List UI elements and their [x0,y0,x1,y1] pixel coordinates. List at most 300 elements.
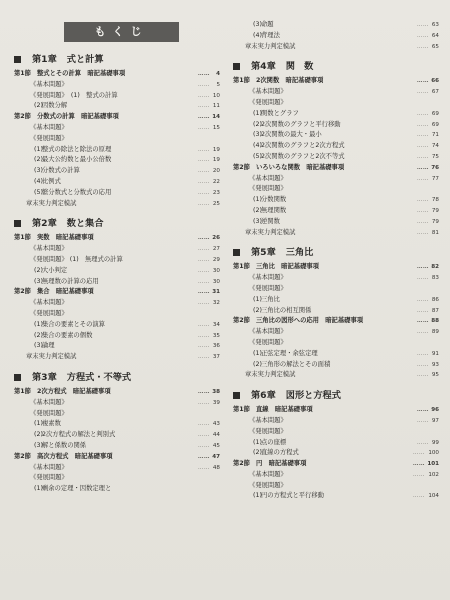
entry-number: (3) [34,277,43,285]
leader-dots: …… [197,81,210,88]
page-number: 19 [212,157,220,164]
entry-number: (2) [34,156,43,164]
leader-dots: …… [197,114,210,121]
entry-label: 正弦定理・余弦定理 [261,349,318,357]
leader-dots: …… [197,432,210,439]
section-label: 実数 暗記基礎事項 [36,234,94,242]
entry-number: (2) [34,266,43,274]
section-entry [233,76,445,87]
section-number: 第1節 [233,77,250,85]
leader-dots: …… [197,278,210,285]
section-entry [233,459,445,470]
page-number: 69 [431,121,439,128]
leader-dots: …… [197,71,210,77]
section-number: 第1節 [233,263,250,271]
page-number: 4 [216,71,220,77]
toc-entry [14,145,226,156]
entry-label: 《基本問題》 [30,299,68,307]
entry-label: 円の方程式と平行移動 [261,492,324,500]
toc-entry [14,155,226,166]
page-number: 44 [212,432,220,439]
section-label: 分数式の計算 暗記基礎事項 [36,113,119,121]
chapter-bullet-icon [14,374,21,381]
leader-dots: …… [416,407,429,414]
page-number: 20 [212,168,220,175]
leader-dots: …… [416,164,429,171]
page-number: 99 [431,439,439,446]
page-number: 71 [431,132,439,139]
page-number: 37 [212,354,220,361]
entry-label: 2次関数の最大・最小 [261,131,322,139]
page-number: 22 [212,178,220,185]
page-number: 74 [431,143,439,150]
section-title [233,262,319,273]
page-number: 79 [431,218,439,225]
entry-label: 《基本問題》 [249,274,287,282]
leader-dots: …… [197,157,210,164]
entry-number: (2) [253,449,262,457]
toc-entry [14,277,226,288]
page-number: 77 [431,175,439,182]
entry-label: 剰余の定理・因数定理と [42,485,112,493]
leader-dots: …… [416,207,429,214]
entry-number: (4) [253,31,262,39]
page-number: 104 [428,493,439,500]
chapter-title [32,368,131,387]
leader-dots: …… [416,89,429,96]
chapter-number: 第5章 [251,247,276,259]
chapter-heading [14,50,226,69]
leader-dots: …… [197,189,210,196]
entry-number: (4) [34,177,43,185]
section-title [14,287,94,298]
page-number: 65 [431,43,439,50]
chapter-number: 第2章 [32,218,57,230]
toc-entry [14,298,226,309]
entry-number: (2) [253,306,262,314]
toc-entry [233,130,445,141]
entry-label: 直線の方程式 [261,449,299,457]
chapter-heading [233,386,445,405]
toc-entry [233,491,445,502]
entry-label: 2次方程式の解法と判別式 [42,431,116,439]
page-number: 45 [212,442,220,449]
leader-dots: …… [412,450,425,457]
entry-label: 章末実力判定模試 [245,228,296,236]
toc-entry [233,470,445,481]
leader-dots: …… [197,442,210,449]
page-number: 39 [212,399,220,406]
page-number: 87 [431,307,439,314]
chapter-number: 第4章 [251,61,276,73]
toc-entry [233,152,445,163]
entry-number: (1) [253,196,262,204]
toc-entry [233,416,445,427]
section-entry [14,112,226,123]
leader-dots: …… [197,399,210,406]
section-number: 第2節 [14,288,31,296]
section-label: 直線 暗記基礎事項 [255,406,313,414]
entry-label: 分数関数 [261,196,287,204]
leader-dots: …… [197,267,210,274]
leader-dots: …… [197,235,210,242]
toc-entry [14,177,226,188]
entry-label: 三角形の解法とその面積 [261,360,331,368]
section-label: 三角比の図形への応用 暗記基礎事項 [255,317,364,325]
section-label: 円 暗記基礎事項 [255,460,307,468]
page-number: 26 [212,235,220,242]
leader-dots: …… [416,175,429,182]
toc-entry [14,123,226,134]
section-label: 整式とその計算 暗記基礎事項 [36,70,126,77]
entry-label: 関数とグラフ [261,109,299,117]
entry-number: (3) [253,217,262,225]
leader-dots: …… [197,453,210,460]
entry-number: (1) [34,485,43,493]
section-label: 2次方程式 暗記基礎事項 [36,387,111,395]
toc-entry [233,438,445,449]
entry-label: 2次関数のグラフと平行移動 [261,120,341,128]
chapter-label: 式と計算 [66,54,104,65]
section-entry [14,452,226,463]
toc-entry [233,306,445,317]
section-number: 第1節 [14,234,31,242]
section-entry [14,387,226,398]
entry-label: 《基本問題》 [249,88,287,96]
entry-label: 《発展問題》 (1) 整式の計算 [30,91,118,99]
section-entry [233,316,445,327]
toc-entry [14,80,226,91]
toc-entry [14,331,226,342]
toc-entry [233,195,445,206]
leader-dots: …… [416,439,429,446]
entry-number: (3) [34,441,43,449]
toc-entry [233,42,445,53]
page-number: 34 [212,321,220,328]
entry-label: 《基本問題》 [249,328,287,336]
entry-label: 三角比 [261,295,280,303]
page-number: 19 [212,146,220,153]
toc-entry [233,98,445,109]
leader-dots: …… [197,321,210,328]
leader-dots: …… [197,92,210,99]
section-number: 第1節 [14,70,31,77]
toc-entry [14,101,226,112]
leader-dots: …… [416,329,429,336]
entry-label: 因数分解 [42,102,68,110]
leader-dots: …… [197,168,210,175]
leader-dots: …… [416,264,429,271]
leader-dots: …… [197,289,210,296]
page-number: 67 [431,89,439,96]
entry-number: (3) [34,342,43,350]
leader-dots: …… [416,43,429,50]
leader-dots: …… [197,103,210,110]
page-number: 95 [431,372,439,379]
chapter-number: 第1章 [32,54,57,65]
toc-entry [14,441,226,452]
toc-entry [233,273,445,284]
entry-number: (2) [253,206,262,214]
page-number: 47 [212,453,220,460]
toc-entry [233,31,445,42]
toc-entry [233,295,445,306]
page-number: 79 [431,207,439,214]
leader-dots: …… [197,332,210,339]
leader-dots: …… [197,124,210,131]
leader-dots: …… [416,318,429,325]
toc-entry [14,266,226,277]
chapter-bullet-icon [233,63,240,70]
section-number: 第1節 [14,387,31,395]
entry-label: 《基本問題》 [30,245,68,253]
leader-dots: …… [197,146,210,153]
page-number: 30 [212,278,220,285]
entry-label: 背理法 [261,31,280,39]
page-number: 83 [431,275,439,282]
entry-number: (3) [253,21,262,28]
entry-number: (1) [34,320,43,328]
toc-entry [233,327,445,338]
page-number: 25 [212,200,220,207]
chapter-title [251,243,313,262]
chapter-label: 図形と方程式 [285,390,341,402]
toc-entry [233,141,445,152]
chapter-heading [14,214,226,233]
page-number: 97 [431,417,439,424]
entry-number: (2) [34,331,43,339]
entry-label: 《発展問題》 [30,474,68,482]
chapter-bullet-icon [14,56,21,63]
toc-entry [14,398,226,409]
section-label: いろいろな関数 暗記基礎事項 [255,163,345,171]
section-entry [233,163,445,174]
section-number: 第2節 [233,317,250,325]
section-number: 第1節 [233,406,250,414]
leader-dots: …… [197,421,210,428]
page-number: 75 [431,153,439,160]
toc-entry [233,228,445,239]
section-entry [233,262,445,273]
entry-label: 《発展問題》 [249,338,287,346]
leader-dots: …… [197,343,210,350]
toc-entry [233,370,445,381]
entry-number: (1) [253,295,262,303]
chapter-title [251,57,313,76]
toc-entry [14,188,226,199]
entry-label: 《基本問題》 [249,416,287,424]
entry-number: (1) [34,420,43,428]
chapter-number: 第6章 [251,390,276,402]
leader-dots: …… [412,471,425,478]
leader-dots: …… [416,218,429,225]
leader-dots: …… [416,110,429,117]
chapter-bullet-icon [233,392,240,399]
toc-entry [14,309,226,320]
toc-entry [14,484,226,495]
entry-number: (1) [253,492,262,500]
leader-dots: …… [197,300,210,307]
leader-dots: …… [416,361,429,368]
chapter-bullet-icon [233,249,240,256]
section-entry [14,69,226,80]
entry-label: 《基本問題》 [249,470,287,478]
leader-dots: …… [197,464,210,471]
entry-label: 《発展問題》 [249,185,287,193]
entry-label: 三角比の相互関係 [261,306,312,314]
page-number: 66 [431,78,439,85]
entry-number: (1) [34,145,43,153]
entry-label: 繁分数式と分数式の応用 [42,188,112,196]
section-title [233,459,306,470]
toc-entry [14,244,226,255]
leader-dots: …… [416,121,429,128]
entry-label: 集合の要素とその演算 [42,320,105,328]
toc-entry [233,20,445,31]
leader-dots: …… [197,256,210,263]
page-number: 15 [212,124,220,131]
entry-label: 解と係数の関係 [42,441,87,449]
leader-dots: …… [412,461,425,468]
section-title [233,316,363,327]
toc-entry [14,463,226,474]
toc-entry [14,199,226,210]
entry-label: 章末実力判定模試 [26,199,77,207]
toc-entry [233,349,445,360]
page-number: 100 [428,450,439,457]
page-number: 31 [212,289,220,296]
toc-entry [233,217,445,228]
chapter-heading [233,243,445,262]
entry-number: (2) [253,360,262,368]
entry-number: (2) [253,120,262,128]
leader-dots: …… [416,153,429,160]
entry-label: 比例式 [42,177,61,185]
page-number: 35 [212,332,220,339]
section-label: 三角比 暗記基礎事項 [255,263,319,271]
entry-label: 無理数の計算の応用 [42,277,99,285]
toc-entry [233,174,445,185]
entry-label: 大小判定 [42,266,68,274]
page-number: 76 [431,164,439,171]
leader-dots: …… [416,22,429,28]
toc-entry [233,448,445,459]
leader-dots: …… [416,132,429,139]
leader-dots: …… [197,354,210,361]
chapter-title [32,214,104,233]
page-number: 69 [431,110,439,117]
toc-entry [14,430,226,441]
section-label: 集合 暗記基礎事項 [36,288,94,296]
chapter-label: 関 数 [285,61,314,73]
page-number: 82 [431,264,439,271]
leader-dots: …… [416,229,429,236]
entry-label: 無理関数 [261,206,287,214]
toc-entry [233,184,445,195]
toc-entry [14,409,226,420]
leader-dots: …… [197,388,210,395]
page-number: 30 [212,267,220,274]
page-number: 29 [212,256,220,263]
entry-label: 逆関数 [261,217,280,225]
page-number: 64 [431,32,439,39]
section-title [14,233,94,244]
entry-label: 《発展問題》 [249,481,287,489]
section-title [14,112,119,123]
toc-entry [14,320,226,331]
toc-entry [233,109,445,120]
leader-dots: …… [416,307,429,314]
entry-number: (2) [34,102,43,110]
leader-dots: …… [416,275,429,282]
leader-dots: …… [416,78,429,85]
entry-number: (5) [34,188,43,196]
toc-left-column [14,50,226,495]
page-number: 96 [431,407,439,414]
entry-number: (1) [253,109,262,117]
entry-number: (5) [253,152,262,160]
toc-entry [233,481,445,492]
page-number: 23 [212,189,220,196]
section-title [233,76,323,87]
toc-entry [14,91,226,102]
toc-entry [233,120,445,131]
leader-dots: …… [416,197,429,204]
toc-entry [233,427,445,438]
leader-dots: …… [416,372,429,379]
entry-number: (2) [34,431,43,439]
page-number: 5 [216,81,220,88]
entry-label: 命題 [261,21,274,28]
page-number: 78 [431,197,439,204]
section-label: 2次関数 暗記基礎事項 [255,77,324,85]
section-number: 第2節 [14,452,31,460]
entry-label: 章末実力判定模試 [26,353,77,361]
page-number: 32 [212,300,220,307]
chapter-label: 方程式・不等式 [66,371,132,383]
leader-dots: …… [197,178,210,185]
leader-dots: …… [416,296,429,303]
entry-label: 《基本問題》 [30,80,68,88]
toc-title: もくじ [64,22,179,42]
section-title [233,405,313,416]
page-number: 86 [431,296,439,303]
entry-label: 《発展問題》 [249,427,287,435]
page-number: 14 [212,114,220,121]
section-number: 第2節 [233,460,250,468]
section-title [233,163,344,174]
entry-number: (3) [253,131,262,139]
page-number: 88 [431,318,439,325]
entry-label: 2次関数のグラフと2次方程式 [261,142,345,150]
page-number: 81 [431,229,439,236]
entry-label: 最大公約数と最小公倍数 [42,156,112,164]
chapter-label: 数と集合 [66,218,104,230]
page-number: 11 [212,103,220,110]
entry-label: 《基本問題》 [30,463,68,471]
entry-label: 章末実力判定模試 [245,42,296,50]
page-number: 48 [212,464,220,471]
entry-label: 点の座標 [261,438,287,446]
toc-entry [233,284,445,295]
toc-entry [233,338,445,349]
page-number: 91 [431,350,439,357]
leader-dots: …… [416,143,429,150]
toc-entry [14,255,226,266]
entry-label: 複素数 [42,420,61,428]
leader-dots: …… [412,493,425,500]
entry-label: 2次関数のグラフと2次不等式 [261,152,345,160]
